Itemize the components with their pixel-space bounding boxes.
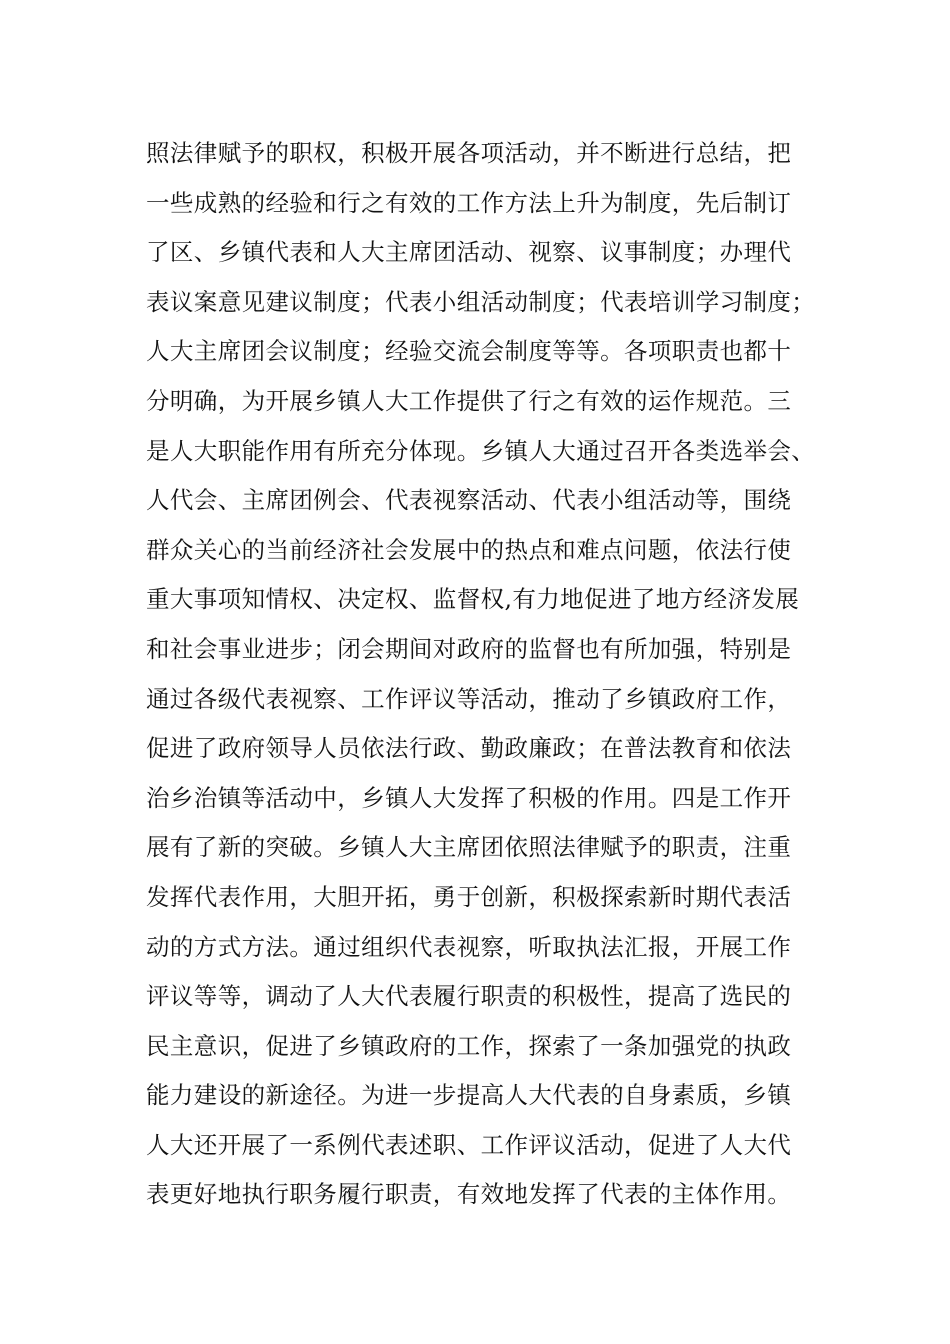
text-line: 展有了新的突破。乡镇人大主席团依照法律赋予的职责，注重 (146, 833, 792, 862)
text-line: 通过各级代表视察、工作评议等活动，推动了乡镇政府工作， (146, 684, 792, 713)
text-line: 表更好地执行职务履行职责，有效地发挥了代表的主体作用。 (146, 1180, 792, 1209)
text-line: 和社会事业进步；闭会期间对政府的监督也有所加强，特别是 (146, 634, 792, 663)
text-line: 动的方式方法。通过组织代表视察，听取执法汇报，开展工作 (146, 932, 792, 961)
text-line: 促进了政府领导人员依法行政、勤政廉政；在普法教育和依法 (146, 734, 792, 763)
text-line: 了区、乡镇代表和人大主席团活动、视察、议事制度；办理代 (146, 238, 792, 267)
text-line: 照法律赋予的职权，积极开展各项活动，并不断进行总结，把 (146, 139, 792, 167)
text-line: 一些成熟的经验和行之有效的工作方法上升为制度，先后制订 (146, 188, 792, 217)
text-line: 人大主席团会议制度；经验交流会制度等等。各项职责也都十 (146, 337, 792, 366)
text-line: 人大还开展了一系例代表述职、工作评议活动，促进了人大代 (146, 1130, 792, 1159)
text-line: 发挥代表作用，大胆开拓，勇于创新，积极探索新时期代表活 (146, 882, 792, 911)
text-line: 能力建设的新途径。为进一步提高人大代表的自身素质，乡镇 (146, 1081, 792, 1110)
text-line: 是人大职能作用有所充分体现。乡镇人大通过召开各类选举会、 (146, 436, 816, 465)
text-line: 评议等等，调动了人大代表履行职责的积极性，提高了选民的 (146, 982, 792, 1011)
text-line: 群众关心的当前经济社会发展中的热点和难点问题，依法行使 (146, 535, 792, 564)
text-line: 分明确，为开展乡镇人大工作提供了行之有效的运作规范。三 (146, 386, 792, 415)
text-line: 民主意识，促进了乡镇政府的工作，探索了一条加强党的执政 (146, 1031, 792, 1060)
text-line: 表议案意见建议制度；代表小组活动制度；代表培训学习制度； (146, 287, 816, 316)
body-text (146, 129, 836, 1220)
text-line: 重大事项知情权、决定权、监督权,有力地促进了地方经济发展 (146, 585, 800, 614)
text-line: 人代会、主席团例会、代表视察活动、代表小组活动等，围绕 (146, 486, 792, 515)
text-line: 治乡治镇等活动中，乡镇人大发挥了积极的作用。四是工作开 (146, 783, 792, 812)
